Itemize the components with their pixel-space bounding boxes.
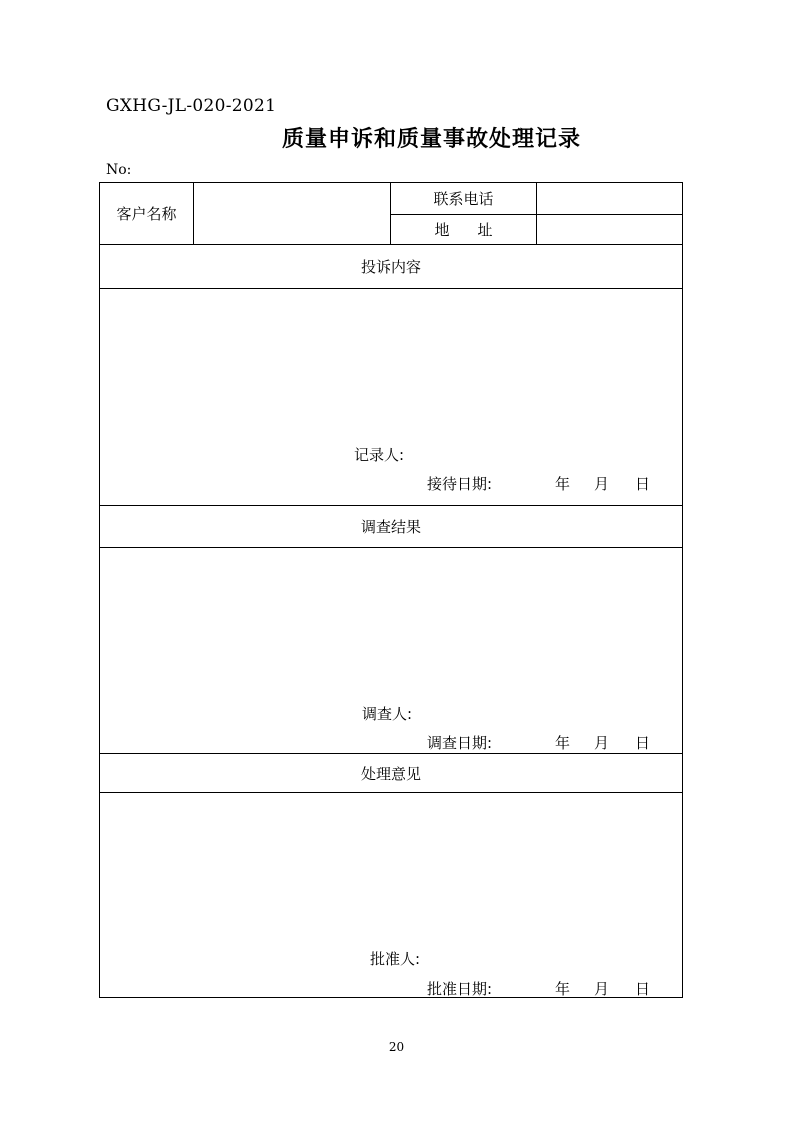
year-label: 年 bbox=[555, 475, 571, 493]
record-number-label: No: bbox=[106, 162, 132, 178]
address-label-char: 地 bbox=[434, 221, 450, 239]
document-code: GXHG-JL-020-2021 bbox=[106, 96, 277, 116]
page-number: 20 bbox=[388, 1040, 405, 1054]
month-label: 月 bbox=[594, 980, 610, 998]
record-form bbox=[99, 182, 683, 998]
approver-label: 批准人: bbox=[370, 950, 421, 968]
reception-date-label: 接待日期: bbox=[427, 475, 493, 493]
address-label bbox=[391, 215, 536, 244]
handling-opinion-heading: 处理意见 bbox=[360, 764, 421, 783]
customer-name-field[interactable] bbox=[194, 183, 390, 244]
month-label: 月 bbox=[594, 475, 610, 493]
phone-field[interactable] bbox=[537, 183, 683, 214]
investigation-date-label: 调查日期: bbox=[427, 734, 493, 752]
approval-date-label: 批准日期: bbox=[427, 980, 493, 998]
investigation-result-heading: 调查结果 bbox=[360, 518, 421, 536]
day-label: 日 bbox=[635, 980, 651, 998]
complaint-content-heading: 投诉内容 bbox=[360, 258, 421, 276]
address-field[interactable] bbox=[537, 215, 683, 244]
document-title: 质量申诉和质量事故处理记录 bbox=[281, 126, 581, 152]
customer-name-label: 客户名称 bbox=[116, 205, 177, 223]
phone-label: 联系电话 bbox=[433, 190, 494, 208]
year-label: 年 bbox=[555, 734, 571, 752]
investigator-label: 调查人: bbox=[362, 705, 413, 723]
year-label: 年 bbox=[555, 980, 571, 998]
day-label: 日 bbox=[635, 734, 651, 752]
recorder-label: 记录人: bbox=[354, 446, 405, 464]
day-label: 日 bbox=[635, 475, 651, 493]
address-label-char: 址 bbox=[477, 221, 493, 239]
month-label: 月 bbox=[594, 734, 610, 752]
